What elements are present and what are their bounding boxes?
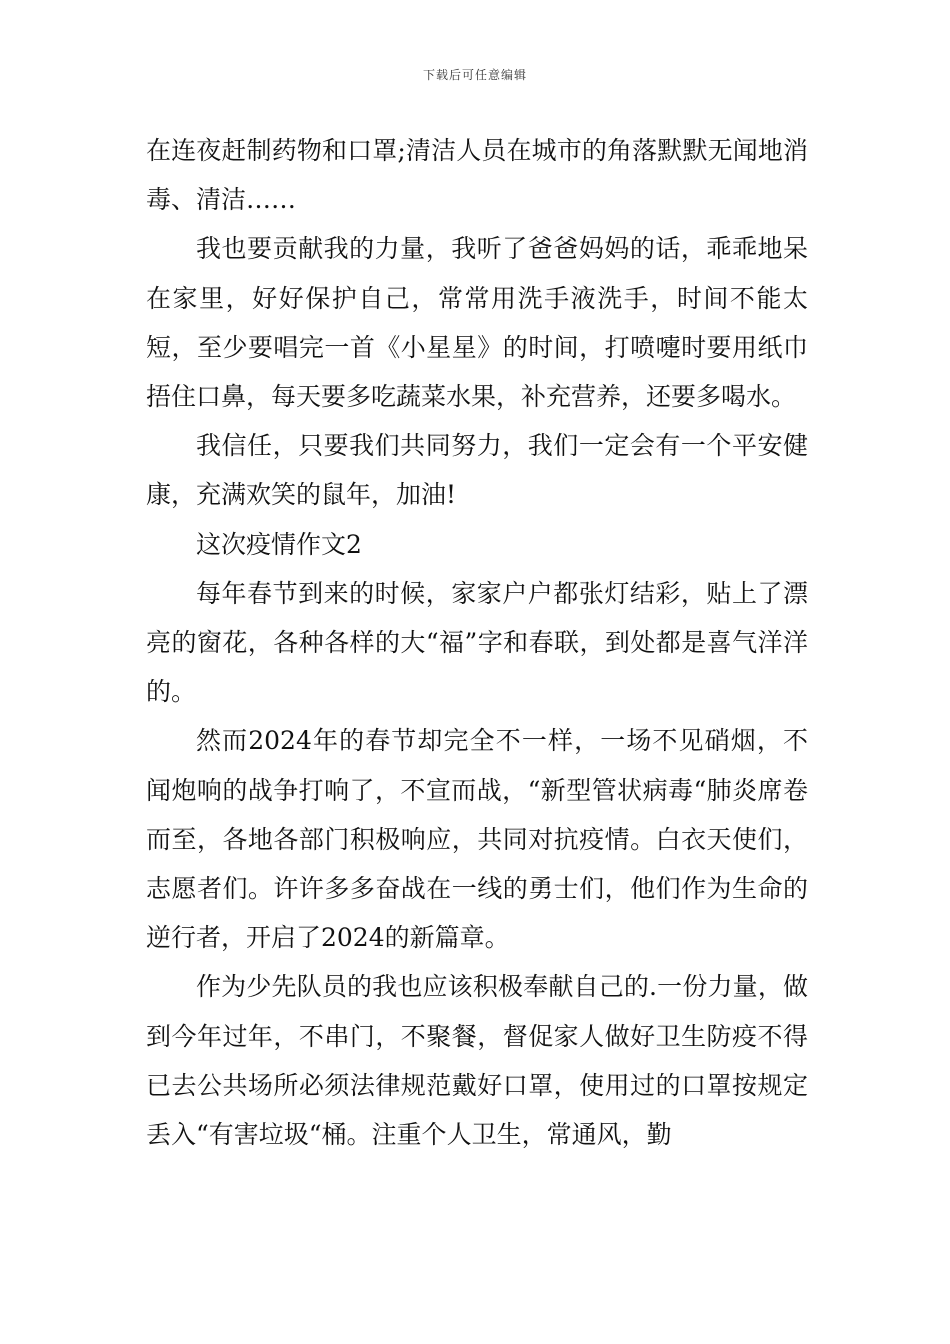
document-body <box>146 126 808 1159</box>
paragraph-6: 作为少先队员的我也应该积极奉献自己的.一份力量，做到今年过年，不串门，不聚餐，督促家人做好卫生防疫不得已去公共场所必须法律规范戴好口罩，使用过的口罩按规定丢入“有害垃圾“桶。注重个人卫生，常通风，勤 <box>146 972 808 1150</box>
page-header: 下载后可任意编辑 <box>422 68 527 82</box>
paragraph-4: 每年春节到来的时候，家家户户都张灯结彩，贴上了漂亮的窗花，各种各样的大“福”字和春联，到处都是喜气洋洋的。 <box>146 578 808 707</box>
paragraph-3: 我信任，只要我们共同努力，我们一定会有一个平安健康，充满欢笑的鼠年，加油! <box>146 431 808 510</box>
section-heading: 这次疫情作文2 <box>196 529 362 559</box>
paragraph-5: 然而2024年的春节却完全不一样，一场不见硝烟，不闻炮响的战争打响了，不宣而战，“新型管状病毒“肺炎席卷而至，各地各部门积极响应，共同对抗疫情。白衣天使们，志愿者们。许许多多奋战在一线的勇士们，他们作为生命的逆行者，开启了2024的新篇章。 <box>146 726 808 953</box>
paragraph-1: 在连夜赶制药物和口罩;清洁人员在城市的角落默默无闻地消毒、清洁…… <box>146 136 808 215</box>
paragraph-2: 我也要贡献我的力量，我听了爸爸妈妈的话，乖乖地呆在家里，好好保护自己，常常用洗手液洗手，时间不能太短，至少要唱完一首《小星星》的时间，打喷嚏时要用纸巾捂住口鼻，每天要多吃蔬菜水果，补充营养，还要多喝水。 <box>146 234 808 412</box>
